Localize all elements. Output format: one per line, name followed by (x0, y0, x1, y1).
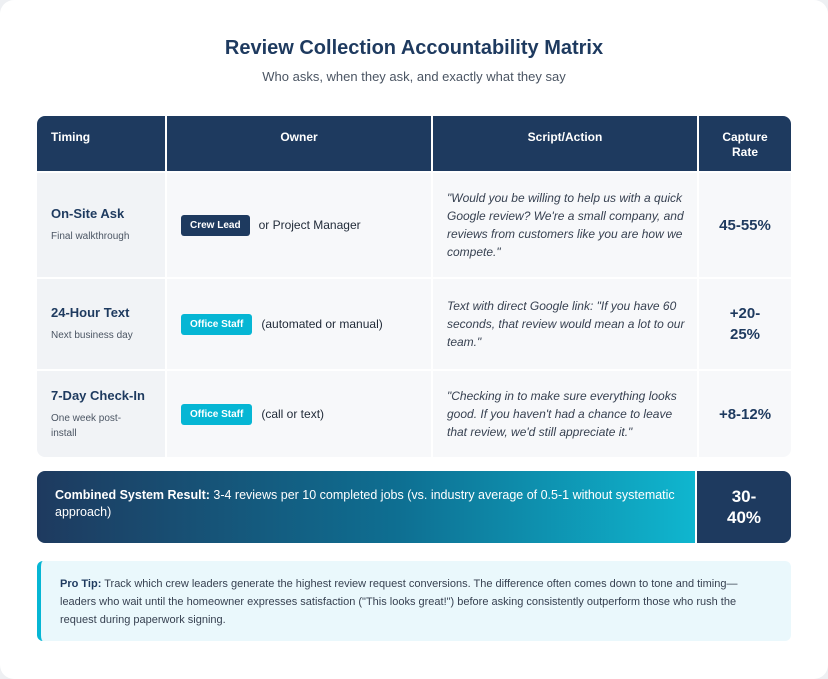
page-subtitle: Who asks, when they ask, and exactly what they say (262, 69, 566, 84)
combined-rate-value: 30-40% (726, 487, 762, 527)
column-header-script: Script/Action (433, 116, 699, 171)
combined-result-label: Combined System Result: (55, 488, 210, 502)
owner-cell (167, 173, 433, 277)
script-cell (433, 279, 699, 369)
combined-result-description: 3-4 reviews per 10 completed jobs (vs. industry average of 0.5-1 without systematic approach) (55, 488, 675, 519)
owner-note: (call or text) (261, 407, 325, 421)
timing-detail: Next business day (51, 330, 133, 341)
script-text: "Would you be willing to help us with a quick Google review? We're a small company, and reviews from customers like you are how we compete." (447, 191, 684, 259)
owner-badge: Office Staff (181, 314, 252, 335)
timing-cell (37, 371, 167, 457)
owner-note: (automated or manual) (261, 317, 383, 331)
combined-result-banner (37, 471, 791, 543)
capture-rate-value: +8-12% (718, 405, 772, 423)
table-row (37, 171, 791, 277)
timing-detail: Final walkthrough (51, 231, 130, 242)
column-header-timing: Timing (37, 116, 167, 171)
capture-rate-cell (699, 279, 791, 369)
accountability-table (37, 116, 791, 457)
timing-cell (37, 173, 167, 277)
capture-rate-header-line2: Rate (731, 145, 758, 159)
script-cell (433, 371, 699, 457)
combined-result-text (37, 471, 697, 543)
script-cell (433, 173, 699, 277)
table-row (37, 277, 791, 369)
owner-cell (167, 371, 433, 457)
timing-detail: One week post-install (51, 412, 122, 439)
owner-badge: Office Staff (181, 404, 252, 425)
capture-rate-cell (699, 173, 791, 277)
script-text: Text with direct Google link: "If you have 60 seconds, that review would mean a lot to our team." (447, 299, 685, 349)
owner-cell (167, 279, 433, 369)
capture-rate-header-line1: Capture (722, 130, 768, 144)
capture-rate-cell (699, 371, 791, 457)
pro-tip-text: Track which crew leaders generate the highest review request conversions. The difference often comes down to tone and timing—leaders who wait until the homeowner expresses satisfaction ("This looks great!") before asking consistently outperform those who rush the request during paperwork signing. (60, 578, 738, 626)
script-text: "Checking in to make sure everything looks good. If you haven't had a chance to leave that review, we'd still appreciate it." (447, 389, 677, 439)
timing-name: 24-Hour Text (51, 305, 130, 320)
owner-badge: Crew Lead (181, 215, 250, 236)
capture-rate-value: +20-25% (729, 305, 761, 343)
combined-result-rate (697, 471, 791, 543)
timing-name: On-Site Ask (51, 206, 125, 221)
table-header-row (37, 116, 791, 171)
page-title: Review Collection Accountability Matrix (224, 37, 604, 59)
capture-rate-value: 45-55% (719, 216, 771, 234)
timing-cell (37, 279, 167, 369)
timing-name: 7-Day Check-In (51, 387, 145, 403)
column-header-capture-rate (699, 116, 791, 171)
owner-note: or Project Manager (258, 218, 361, 232)
pro-tip-callout (37, 561, 791, 641)
column-header-owner: Owner (167, 116, 433, 171)
table-row (37, 369, 791, 457)
pro-tip-label: Pro Tip: (60, 578, 102, 590)
